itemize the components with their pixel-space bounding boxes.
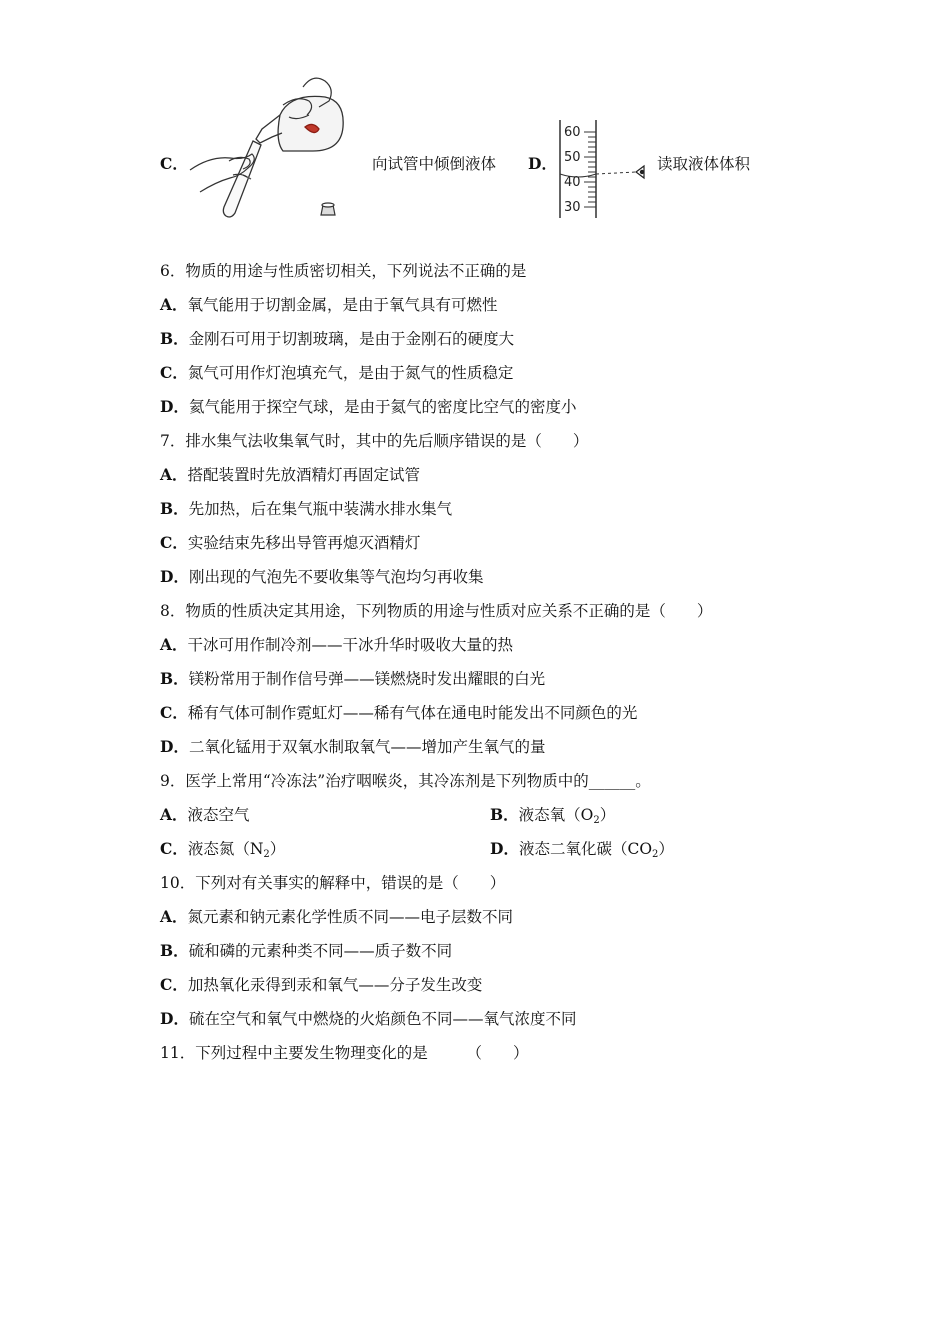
question-10-option-b: B．硫和磷的元素种类不同——质子数不同 <box>160 941 453 960</box>
figure-d-label: D． <box>528 154 557 173</box>
question-10-stem: 10．下列对有关事实的解释中，错误的是（ ） <box>160 874 506 892</box>
question-7-option-b: B．先加热，后在集气瓶中装满水排水集气 <box>160 499 453 518</box>
question-10-option-c: C．加热氧化汞得到汞和氧气——分子发生改变 <box>160 975 483 994</box>
question-6-option-d: D．氦气能用于探空气球，是由于氦气的密度比空气的密度小 <box>160 397 577 416</box>
question-9-stem: 9．医学上常用“冷冻法”治疗咽喉炎，其冷冻剂是下列物质中的______。 <box>160 772 651 790</box>
pouring-liquid-illustration <box>185 75 360 220</box>
figure-c-label: C． <box>160 154 188 173</box>
question-6-option-a: A．氧气能用于切割金属，是由于氧气具有可燃性 <box>160 295 498 314</box>
question-9-option-b: B．液态氧$(O_2)$ <box>490 805 616 826</box>
eye-icon <box>636 166 644 178</box>
cylinder-tick-40: 40 <box>564 175 581 190</box>
question-11-stem: 11．下列过程中主要发生物理变化的是 （ ） <box>160 1044 529 1062</box>
question-7-stem: 7．排水集气法收集氧气时，其中的先后顺序错误的是（ ） <box>160 432 589 450</box>
question-10-option-d: D．硫在空气和氧气中燃烧的火焰颜色不同——氧气浓度不同 <box>160 1009 577 1028</box>
graduated-cylinder-illustration <box>556 118 656 222</box>
question-9-option-a: A．液态空气 <box>160 805 250 824</box>
question-8-option-d: D．二氧化锰用于双氧水制取氧气——增加产生氧气的量 <box>160 737 546 756</box>
question-9-option-c: C．液态氮$(N_2)$ <box>160 839 286 860</box>
question-8-option-c: C．稀有气体可制作霓虹灯——稀有气体在通电时能发出不同颜色的光 <box>160 703 638 722</box>
cylinder-tick-50: 50 <box>564 150 581 165</box>
question-7-option-d: D．刚出现的气泡先不要收集等气泡均匀再收集 <box>160 567 484 586</box>
question-8-option-a: A．干冰可用作制冷剂——干冰升华时吸收大量的热 <box>160 635 514 654</box>
question-9-option-d: D．液态二氧化碳$(CO_2)$ <box>490 839 674 860</box>
question-6-stem: 6．物质的用途与性质密切相关，下列说法不正确的是 <box>160 262 527 280</box>
figure-c-caption: 向试管中倾倒液体 <box>372 155 497 173</box>
question-10-option-a: A．氮元素和钠元素化学性质不同——电子层数不同 <box>160 907 514 926</box>
question-6-option-b: B．金刚石可用于切割玻璃，是由于金刚石的硬度大 <box>160 329 515 348</box>
cylinder-tick-60: 60 <box>564 125 581 140</box>
cylinder-tick-30: 30 <box>564 200 581 215</box>
figure-d-caption: 读取液体体积 <box>657 155 751 173</box>
question-6-option-c: C．氮气可用作灯泡填充气，是由于氮气的性质稳定 <box>160 363 514 382</box>
question-7-option-a: A．搭配装置时先放酒精灯再固定试管 <box>160 465 421 484</box>
question-8-stem: 8．物质的性质决定其用途，下列物质的用途与性质对应关系不正确的是（ ） <box>160 602 713 620</box>
question-7-option-c: C．实验结束先移出导管再熄灭酒精灯 <box>160 533 421 552</box>
question-8-option-b: B．镁粉常用于制作信号弹——镁燃烧时发出耀眼的白光 <box>160 669 546 688</box>
